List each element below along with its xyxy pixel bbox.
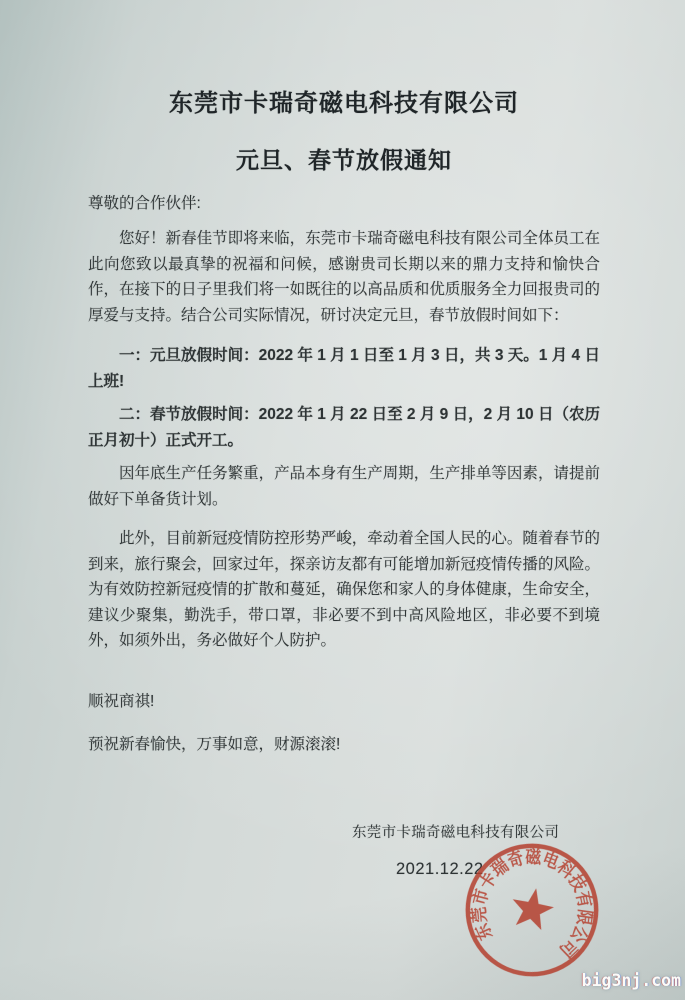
salutation: 尊敬的合作伙伴: bbox=[88, 195, 201, 212]
watermark: big3nj.com bbox=[581, 971, 681, 990]
seal-star-icon bbox=[508, 884, 557, 931]
paragraph-production-notice: 因年底生产任务繁重，产品本身有生产周期，生产排单等因素，请提前做好下单备货计划。 bbox=[88, 465, 600, 508]
signature-company-name: 东莞市卡瑞奇磁电科技有限公司 bbox=[352, 825, 560, 841]
paragraph-springfestival-holiday: 二：春节放假时间：2022 年 1 月 22 日至 2 月 9 日，2 月 10 日（农历正月初十）正式开工。 bbox=[88, 406, 600, 449]
company-title: 东莞市卡瑞奇磁电科技有限公司 bbox=[169, 90, 519, 117]
paragraph-greeting: 您好！新春佳节即将来临，东莞市卡瑞奇磁电科技有限公司全体员工在此向您致以最真挚的祝福和问候，感谢贵司长期以来的鼎力支持和愉快合作，在接下的日子里我们将一如既往的以高品质和优质服务全力回报贵司的厚爱与支持。结合公司实际情况，研讨决定元旦，春节放假时间如下： bbox=[88, 230, 600, 324]
closing-wish: 顺祝商祺! bbox=[88, 692, 155, 710]
company-seal-stamp-icon bbox=[451, 829, 613, 991]
seal-text: 东莞市卡瑞奇磁电科技有限公司 bbox=[468, 846, 596, 963]
notice-title: 元旦、春节放假通知 bbox=[236, 147, 452, 173]
paragraph-covid-notice: 此外，目前新冠疫情防控形势严峻，牵动着全国人民的心。随着春节的到来，旅行聚会，回家过年，探亲访友都有可能增加新冠疫情传播的风险。为有效防控新冠疫情的扩散和蔓延，确保您和家人的身体健康，生命安全，建议少聚集，勤洗手，带口罩，非必要不到中高风险地区，非必要不到境外，如须外出，务必做好个人防护。 bbox=[88, 530, 600, 649]
signature-date: 2021.12.22 bbox=[396, 860, 484, 878]
paragraph-newyear-holiday: 一：元旦放假时间：2022 年 1 月 1 日至 1 月 3 日，共 3 天。1 月 4 日上班! bbox=[88, 347, 600, 390]
notice-document bbox=[88, 88, 600, 757]
closing-greeting: 预祝新春愉快，万事如意，财源滚滚! bbox=[88, 735, 341, 753]
